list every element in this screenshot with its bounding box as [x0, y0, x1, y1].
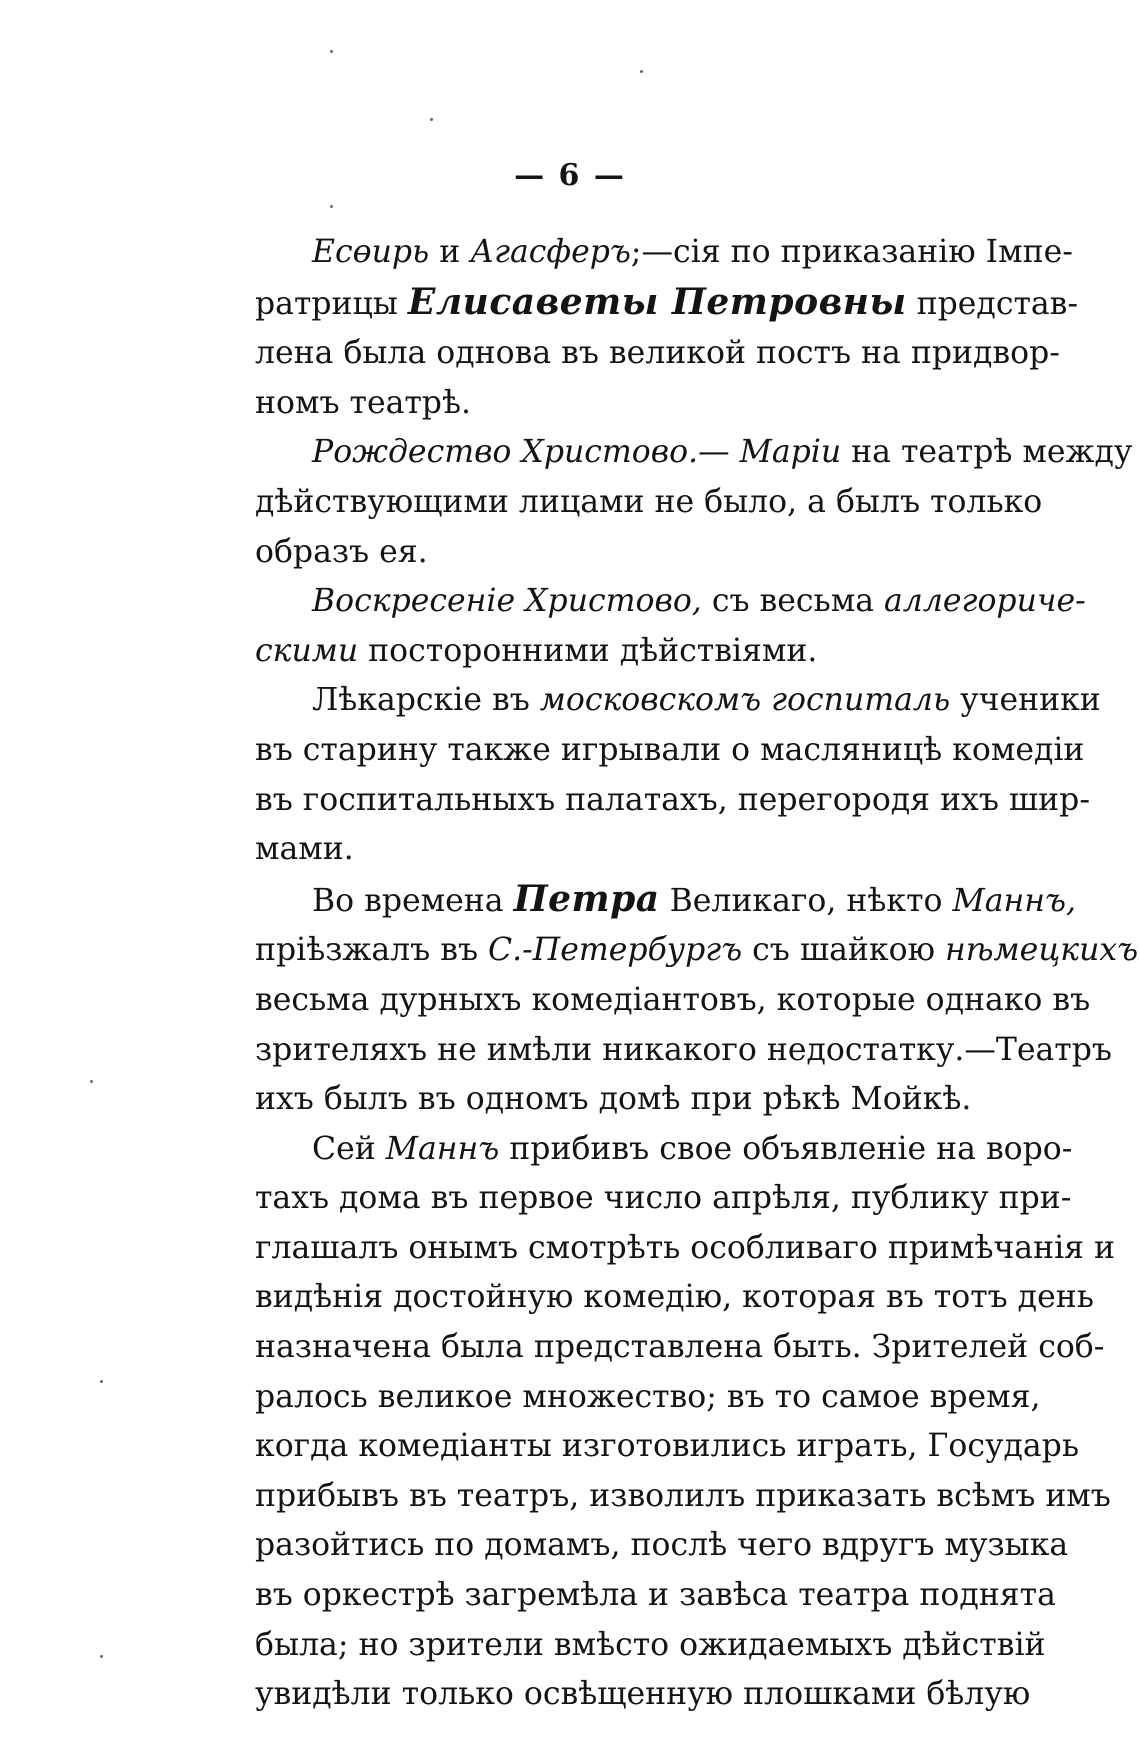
text-run: номъ театрѣ.	[255, 384, 471, 421]
text-line	[198, 1125, 1073, 1175]
italic-phrase: Маріи	[739, 434, 842, 471]
italic-phrase: московскомъ госпиталь	[539, 682, 951, 719]
scan-speck	[100, 1380, 103, 1383]
italic-phrase: Маннъ	[385, 1130, 500, 1167]
text-line	[198, 976, 1091, 1026]
paragraph	[198, 676, 1101, 874]
text-line	[198, 1273, 1094, 1323]
text-run: въ оркестрѣ загремѣла и завѣса театра поднята	[255, 1577, 1056, 1614]
text-run: на театрѣ между	[841, 434, 1133, 471]
text-run: была; но зрители вмѣсто ожидаемыхъ дѣйствій	[255, 1626, 1046, 1663]
text-run: весьма дурныхъ комедіантовъ, которые однако въ	[255, 981, 1091, 1018]
text-line	[198, 1075, 1004, 1125]
text-line	[198, 676, 1101, 726]
text-line	[198, 1323, 1105, 1373]
page-number: — 6 —	[514, 158, 626, 193]
italic-phrase: Агасферъ	[470, 234, 631, 270]
text-run: посторонними дѣйствіями.	[358, 632, 818, 669]
text-run: образъ ея.	[255, 533, 428, 570]
scan-speck	[90, 1080, 93, 1083]
italic-phrase: аллегориче-	[883, 583, 1086, 620]
text-line	[198, 228, 1073, 278]
text-run: лена была однова въ великой постъ на придвор-	[255, 335, 1060, 372]
text-run: въ госпитальныхъ палатахъ, перегородя ихъ шир-	[255, 781, 1090, 818]
text-line	[198, 926, 1139, 976]
text-line	[198, 478, 1043, 528]
paragraph	[198, 1125, 1116, 1720]
text-line	[198, 577, 1086, 627]
text-run: Лѣкарскіе въ	[312, 682, 540, 719]
text-line	[198, 726, 1085, 776]
paragraph	[198, 428, 1133, 577]
text-line	[198, 329, 1060, 379]
text-run: ученики	[950, 682, 1101, 719]
body-text	[198, 228, 1139, 1720]
italic-phrase: скими	[255, 632, 359, 669]
italic-phrase: Рождество Христово.	[312, 434, 699, 471]
text-line	[198, 776, 1090, 826]
text-run: видѣнія достойную комедію, которая въ тотъ день	[255, 1279, 1094, 1316]
text-run: разойтись по домамъ, послѣ чего вдругъ музыка	[255, 1527, 1069, 1564]
text-line	[198, 1174, 1072, 1224]
text-run: увидѣли только освѣщенную плошками бѣлую	[255, 1676, 1031, 1713]
text-line	[198, 875, 1077, 927]
text-run: дѣйствующими лицами не было, а былъ только	[255, 483, 1043, 520]
text-line	[198, 1521, 1069, 1571]
text-run: ;—сія по приказанію Імпе-	[630, 234, 1073, 270]
scan-speck	[430, 118, 433, 121]
text-run: ралось великое множество; въ то самое время,	[255, 1378, 1041, 1415]
text-run: Сей	[312, 1130, 386, 1167]
text-line	[198, 528, 1004, 578]
text-line	[198, 1026, 1112, 1076]
emphasized-name: Елисаветы Петровны	[407, 280, 907, 323]
scan-speck	[330, 205, 333, 208]
text-line	[198, 1571, 1056, 1621]
text-run: въ старину также игрывали о масляницѣ комедіи	[255, 731, 1085, 768]
text-run: ихъ былъ въ одномъ домѣ при рѣкѣ Мойкѣ.	[255, 1081, 972, 1118]
text-run: мами.	[255, 831, 354, 868]
text-run: тахъ дома въ первое число апрѣля, публику при-	[255, 1180, 1072, 1217]
text-run: Во времена	[312, 882, 514, 919]
scan-speck	[330, 50, 333, 53]
text-line	[198, 379, 1004, 429]
text-line	[198, 627, 1004, 677]
text-line	[198, 825, 1004, 875]
text-line	[198, 1224, 1116, 1274]
text-run: —	[698, 434, 740, 471]
italic-phrase: Маннъ,	[952, 882, 1077, 919]
text-run: прибывъ въ театръ, изволилъ приказать всѣмъ имъ	[255, 1477, 1111, 1514]
text-line	[198, 1621, 1046, 1671]
text-run: представ-	[906, 285, 1079, 322]
italic-phrase: С.-Петербургъ	[488, 932, 743, 969]
italic-phrase: Есөирь	[312, 234, 430, 270]
text-run: назначена была представлена быть. Зрителей соб-	[255, 1329, 1105, 1366]
paragraph	[198, 875, 1139, 1125]
text-run: прибивъ свое объявленіе на воро-	[499, 1130, 1073, 1167]
text-run: пріѣзжалъ въ	[255, 932, 489, 969]
paragraph	[198, 577, 1086, 676]
text-line	[198, 428, 1133, 478]
text-line	[198, 1472, 1111, 1522]
text-line	[198, 1373, 1041, 1423]
italic-phrase: нѣмецкихъ	[945, 932, 1139, 969]
text-line	[198, 278, 1079, 330]
text-run: и	[429, 234, 471, 270]
text-run: ратрицы	[255, 285, 408, 322]
paragraph	[198, 228, 1079, 428]
text-run: съ весьма	[701, 583, 884, 620]
text-line	[198, 1422, 1079, 1472]
text-run: когда комедіанты изготовились играть, Государь	[255, 1428, 1079, 1465]
text-run: Великаго, нѣкто	[659, 882, 953, 919]
text-line	[198, 1670, 1031, 1720]
text-run: глашалъ онымъ смотрѣть особливаго примѣчанія и	[255, 1229, 1116, 1266]
scan-speck	[100, 1655, 103, 1658]
text-run: съ шайкою	[742, 932, 946, 969]
emphasized-name: Петра	[513, 877, 660, 920]
text-run: зрителяхъ не имѣли никакого недостатку.—Театръ	[255, 1031, 1112, 1068]
scan-speck	[640, 70, 643, 73]
italic-phrase: Воскресеніе Христово,	[312, 583, 702, 620]
